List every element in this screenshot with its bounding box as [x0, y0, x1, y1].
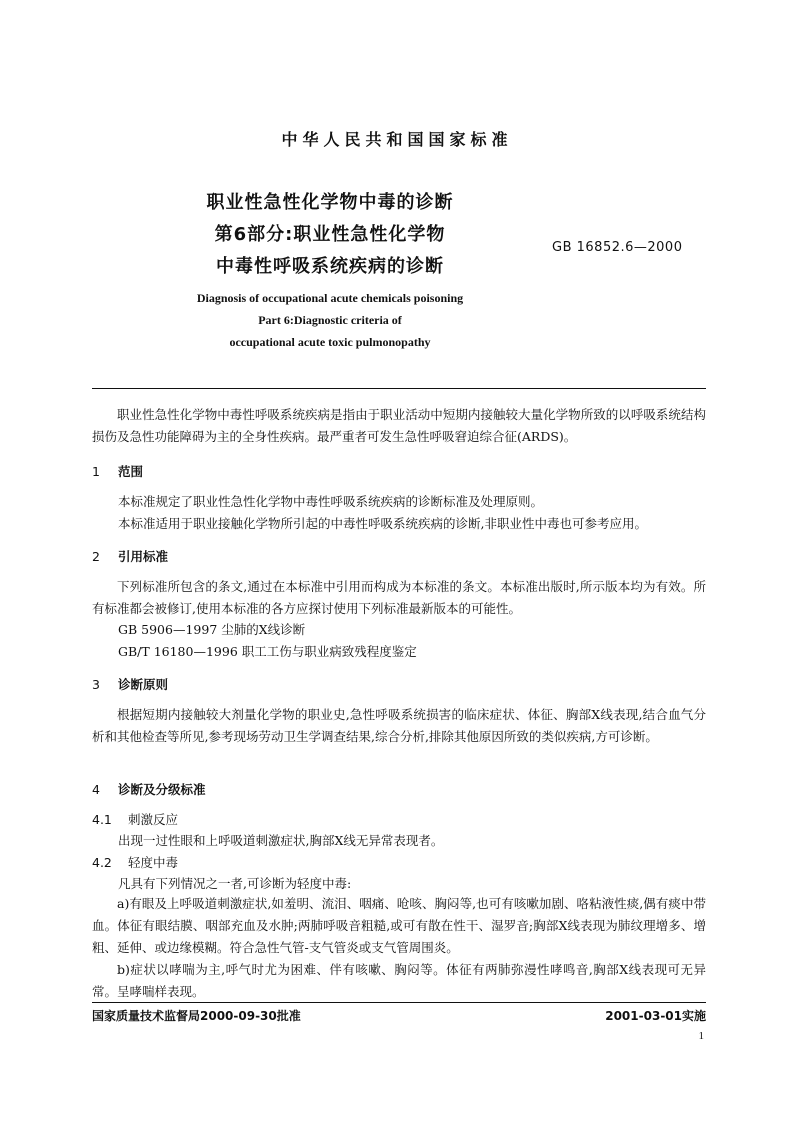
implementation-date: 2001-03-01实施 — [605, 1009, 706, 1023]
page-number: 1 — [698, 1030, 704, 1042]
subsection-4-1-text: 出现一过性眼和上呼吸道刺激症状,胸部X线无异常表现者。 — [118, 833, 444, 848]
section-title: 引用标准 — [118, 549, 169, 564]
reference-2: GB/T 16180—1996 职工工伤与职业病致残程度鉴定 — [118, 644, 417, 659]
header-divider — [92, 388, 706, 389]
subsection-4-2-heading — [92, 853, 178, 871]
national-standard-label: 中华人民共和国国家标准 — [281, 130, 513, 149]
intro-paragraph: 职业性急性化学物中毒性呼吸系统疾病是指由于职业活动中短期内接触较大量化学物所致的以呼吸系统结构损伤及急性功能障碍为主的全身性疾病。最严重者可发生急性呼吸窘迫综合征(ARDS)。 — [92, 407, 706, 444]
footer-divider — [92, 1002, 706, 1003]
section-title: 诊断及分级标准 — [118, 782, 206, 797]
standard-code: GB 16852.6—2000 — [552, 240, 683, 255]
english-title-line-1: Diagnosis of occupational acute chemicals poisoning — [196, 291, 464, 305]
section-number: 4 — [92, 782, 100, 797]
section-1-heading — [92, 462, 143, 480]
item-b-paragraph: b)症状以哮喘为主,呼气时尤为困难、伴有咳嗽、胸闷等。体征有两肺弥漫性哮鸣音,胸部X线表现可无异常。呈哮喘样表现。 — [92, 962, 706, 999]
section-number: 2 — [92, 549, 100, 564]
subsection-4-2-intro: 凡具有下列情况之一者,可诊断为轻度中毒: — [118, 876, 352, 891]
subsection-number: 4.2 — [92, 855, 112, 870]
section-number: 1 — [92, 464, 100, 479]
section-3-paragraph: 根据短期内接触较大剂量化学物的职业史,急性呼吸系统损害的临床症状、体征、胸部X线表现,结合血气分析和其他检查等所见,参考现场劳动卫生学调查结果,综合分析,排除其他原因所致的类似疾病,方可诊断。 — [92, 707, 706, 744]
section-title: 诊断原则 — [118, 677, 169, 692]
approval-note: 国家质量技术监督局2000-09-30批准 — [92, 1009, 301, 1023]
section-title: 范围 — [118, 464, 144, 479]
subsection-number: 4.1 — [92, 812, 112, 827]
item-a-paragraph: a)有眼及上呼吸道刺激症状,如羞明、流泪、咽痛、呛咳、胸闷等,也可有咳嗽加剧、咯粘液性痰,偶有痰中带血。体征有眼结膜、咽部充血及水肿;两肺呼吸音粗糙,或可有散在性干、湿罗音;胸部X线表现为肺纹理增多、增粗、延伸、或边缘模糊。符合急性气管-支气管炎或支气管周围炎。 — [92, 896, 706, 955]
section-3-heading — [92, 675, 168, 693]
subsection-title: 刺激反应 — [128, 812, 179, 827]
section-4-heading — [92, 780, 206, 798]
subsection-4-1-heading — [92, 810, 178, 828]
title-line-2: 第6部分:职业性急性化学物 — [214, 224, 446, 245]
section-1-line-2: 本标准适用于职业接触化学物所引起的中毒性呼吸系统疾病的诊断,非职业性中毒也可参考应用。 — [118, 516, 647, 531]
subsection-title: 轻度中毒 — [128, 855, 179, 870]
section-2-paragraph: 下列标准所包含的条文,通过在本标准中引用而构成为本标准的条文。本标准出版时,所示版本均为有效。所有标准都会被修订,使用本标准的各方应探讨使用下列标准最新版本的可能性。 — [92, 579, 706, 616]
section-1-line-1: 本标准规定了职业性急性化学物中毒性呼吸系统疾病的诊断标准及处理原则。 — [118, 494, 544, 509]
section-2-heading — [92, 547, 168, 565]
title-line-1: 职业性急性化学物中毒的诊断 — [206, 192, 454, 213]
reference-1: GB 5906—1997 尘肺的X线诊断 — [118, 622, 306, 637]
english-title-line-2: Part 6:Diagnostic criteria of — [258, 313, 402, 327]
title-line-3: 中毒性呼吸系统疾病的诊断 — [216, 256, 444, 277]
section-number: 3 — [92, 677, 100, 692]
english-title-line-3: occupational acute toxic pulmonopathy — [229, 335, 431, 349]
